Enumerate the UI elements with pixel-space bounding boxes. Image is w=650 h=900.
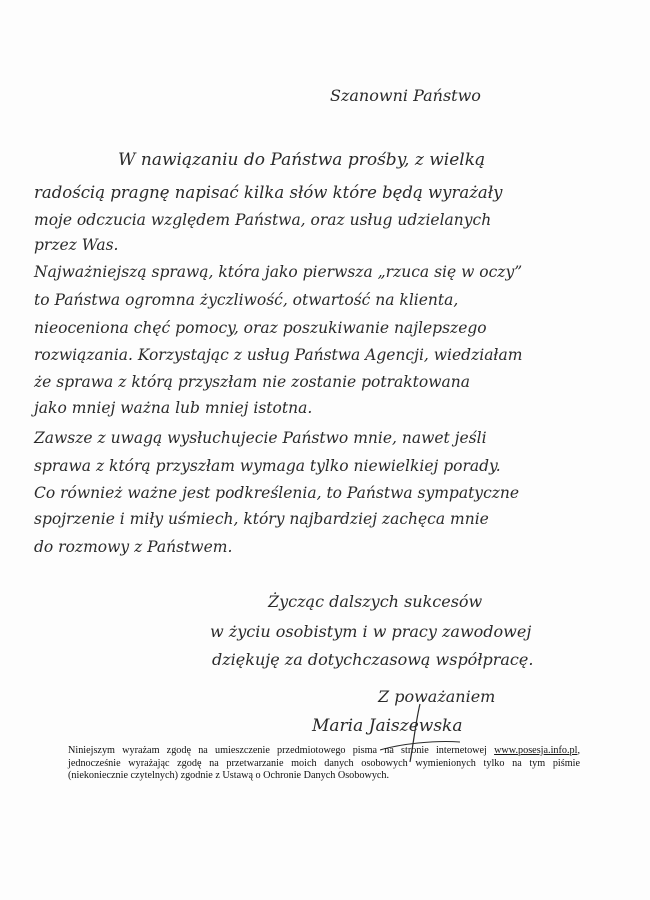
- letter-line: W nawiązaniu do Państwa prośby, z wielką: [118, 150, 486, 170]
- letter-line: przez Was.: [34, 236, 119, 254]
- closing-line: Życząc dalszych sukcesów: [268, 592, 483, 611]
- salutation: Szanowni Państwo: [330, 86, 481, 105]
- consent-url[interactable]: www.posesja.info.pl: [494, 745, 578, 756]
- letter-line: spojrzenie i miły uśmiech, który najbardziej zachęca mnie: [34, 510, 489, 528]
- letter-line: do rozmowy z Państwem.: [34, 538, 233, 556]
- closing-regards: Z poważaniem: [378, 687, 496, 706]
- closing-line: w życiu osobistym i w pracy zawodowej: [210, 622, 532, 641]
- letter-line: rozwiązania. Korzystając z usług Państwa Agencji, wiedziałam: [34, 346, 523, 364]
- letter-line: sprawa z którą przyszłam wymaga tylko niewielkiej porady.: [34, 457, 501, 475]
- letter-line: moje odczucia względem Państwa, oraz usług udzielanych: [34, 211, 492, 229]
- consent-text-end: , jednocześnie wyrażając zgodę na przetwarzanie moich danych osobowych wymienionych tylko na tym piśmie (niekoniecznie czytelnych) zgodnie z Ustawą o Ochronie Danych Osobowych.: [68, 745, 580, 781]
- letter-line: Najważniejszą sprawą, która jako pierwsza „rzuca się w oczy”: [34, 263, 523, 281]
- letter-line: jako mniej ważna lub mniej istotna.: [34, 399, 313, 417]
- closing-line: dziękuję za dotychczasową współpracę.: [212, 650, 534, 669]
- letter-line: że sprawa z którą przyszłam nie zostanie potraktowana: [34, 373, 470, 391]
- consent-text-start: Niniejszym wyrażam zgodę na umieszczenie przedmiotowego pisma na stronie internetowej: [68, 745, 495, 756]
- letter-line: Co również ważne jest podkreślenia, to Państwa sympatyczne: [34, 484, 520, 502]
- signature: Maria Jaiszewska: [312, 716, 463, 736]
- consent-note: [68, 745, 580, 783]
- letter-line: to Państwa ogromna życzliwość, otwartość na klienta,: [34, 291, 459, 309]
- letter-line: Zawsze z uwagą wysłuchujecie Państwo mnie, nawet jeśli: [34, 429, 487, 447]
- letter-line: radością pragnę napisać kilka słów które będą wyrażały: [34, 183, 503, 202]
- letter-line: nieoceniona chęć pomocy, oraz poszukiwanie najlepszego: [34, 319, 487, 337]
